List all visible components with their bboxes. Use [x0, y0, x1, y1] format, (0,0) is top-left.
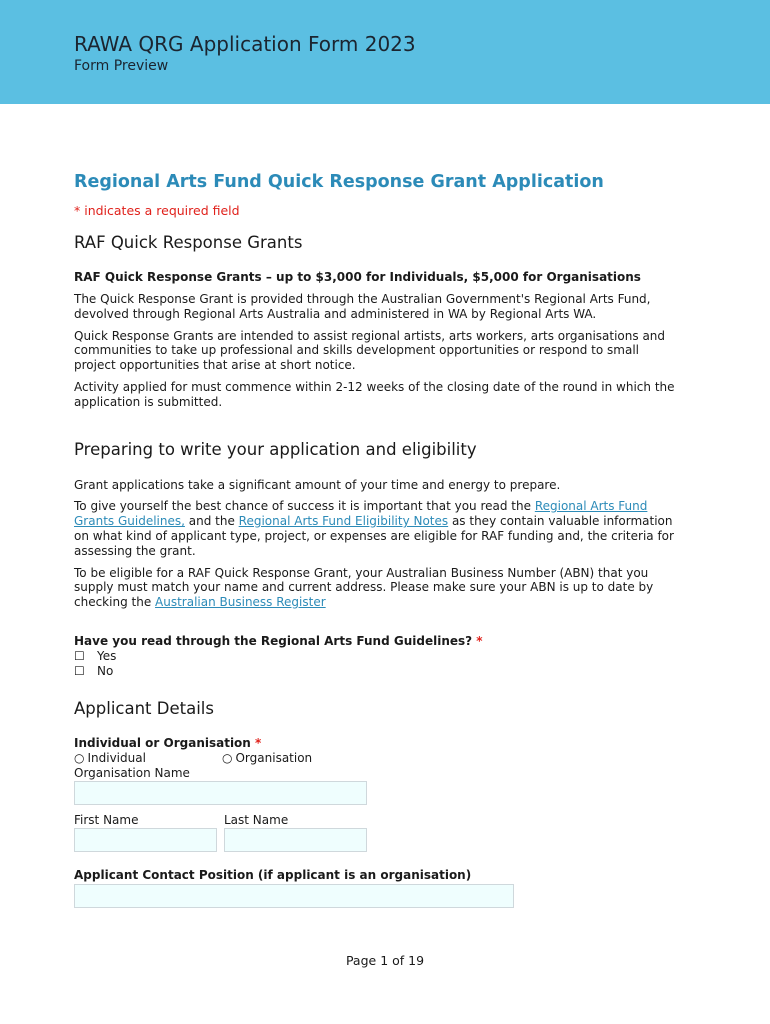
- last-name-group: [224, 813, 374, 852]
- radio-icon[interactable]: ○: [74, 750, 85, 765]
- checkbox-no[interactable]: [74, 664, 684, 679]
- page-number: Page 1 of 19: [345, 953, 425, 968]
- first-name-group: [74, 813, 224, 852]
- org-name-label: Organisation Name: [74, 765, 190, 780]
- guidelines-link[interactable]: Regional Arts Fund Grants Guidelines,: [74, 499, 648, 529]
- section-applicant-details: [74, 699, 684, 908]
- form-title: Regional Arts Fund Quick Response Grant Application: [74, 172, 604, 192]
- section-eligibility: [74, 440, 684, 679]
- radio-label: Organisation: [235, 750, 313, 765]
- text: and the: [184, 514, 239, 529]
- paragraph: Activity applied for must commence within 2-12 weeks of the closing date of the round in which the application is submitted.: [74, 379, 675, 409]
- last-name-input[interactable]: [224, 828, 367, 852]
- contact-position-label: Applicant Contact Position (if applicant is an organisation): [74, 867, 472, 882]
- radio-individual[interactable]: [74, 751, 222, 766]
- checkbox-label: No: [97, 663, 114, 678]
- required-note: * indicates a required field: [74, 203, 240, 218]
- last-name-label: Last Name: [224, 812, 289, 827]
- first-name-label: First Name: [74, 812, 139, 827]
- paragraph: The Quick Response Grant is provided through the Australian Government's Regional Arts Fund, devolved through Regional Arts Australia and administered in WA by Regional Arts WA.: [74, 292, 651, 321]
- applicant-type-question: [74, 736, 684, 751]
- app-subtitle: Form Preview: [74, 58, 169, 74]
- checkbox-icon[interactable]: ☐: [74, 663, 85, 678]
- applicant-type-radios: [74, 751, 684, 766]
- checkbox-label: Yes: [97, 648, 117, 663]
- checkbox-icon[interactable]: ☐: [74, 648, 85, 663]
- eligibility-notes-link[interactable]: Regional Arts Fund Eligibility Notes: [238, 514, 449, 529]
- name-fields: [74, 813, 684, 852]
- section-heading: Preparing to write your application and eligibility: [74, 439, 477, 459]
- app-title: RAWA QRG Application Form 2023: [74, 32, 416, 56]
- section-heading: Applicant Details: [74, 698, 214, 718]
- required-asterisk: *: [476, 633, 483, 648]
- question-text: Have you read through the Regional Arts Fund Guidelines?: [74, 633, 473, 648]
- contact-position-input[interactable]: [74, 884, 514, 908]
- checkbox-yes[interactable]: [74, 649, 684, 664]
- section-raf-grants: [74, 233, 684, 410]
- paragraph: [74, 499, 684, 558]
- radio-organisation[interactable]: [222, 751, 312, 766]
- radio-label: Individual: [87, 750, 146, 765]
- grant-amount-lead: RAF Quick Response Grants – up to $3,000 for Individuals, $5,000 for Organisations: [74, 270, 641, 284]
- org-name-input[interactable]: [74, 781, 367, 805]
- text: To be eligible for a RAF Quick Response Grant, your Australian Business Number (ABN) that you supply must match your name and current address. Please make sure your ABN is up to date by checking the: [74, 565, 654, 610]
- text: To give yourself the best chance of success it is important that you read the: [74, 499, 535, 514]
- page-header: [0, 0, 770, 104]
- paragraph: [74, 566, 684, 610]
- text: as they contain valuable information on what kind of applicant type, project, or expenses are eligible for RAF funding and, the criteria for assessing the grant.: [74, 514, 674, 558]
- required-asterisk: *: [255, 735, 262, 750]
- section-heading: RAF Quick Response Grants: [74, 233, 303, 252]
- paragraph: Grant applications take a significant amount of your time and energy to prepare.: [74, 477, 561, 492]
- business-register-link[interactable]: Australian Business Register: [155, 595, 326, 610]
- guidelines-question: [74, 634, 684, 649]
- form-content: [74, 170, 684, 908]
- radio-icon[interactable]: ○: [222, 750, 233, 765]
- first-name-input[interactable]: [74, 828, 217, 852]
- paragraph: Quick Response Grants are intended to assist regional artists, arts workers, arts organisations and communities to take up professional and skills development opportunities or respond to small project opportunities that arise at short notice.: [74, 328, 666, 373]
- question-text: Individual or Organisation: [74, 735, 251, 750]
